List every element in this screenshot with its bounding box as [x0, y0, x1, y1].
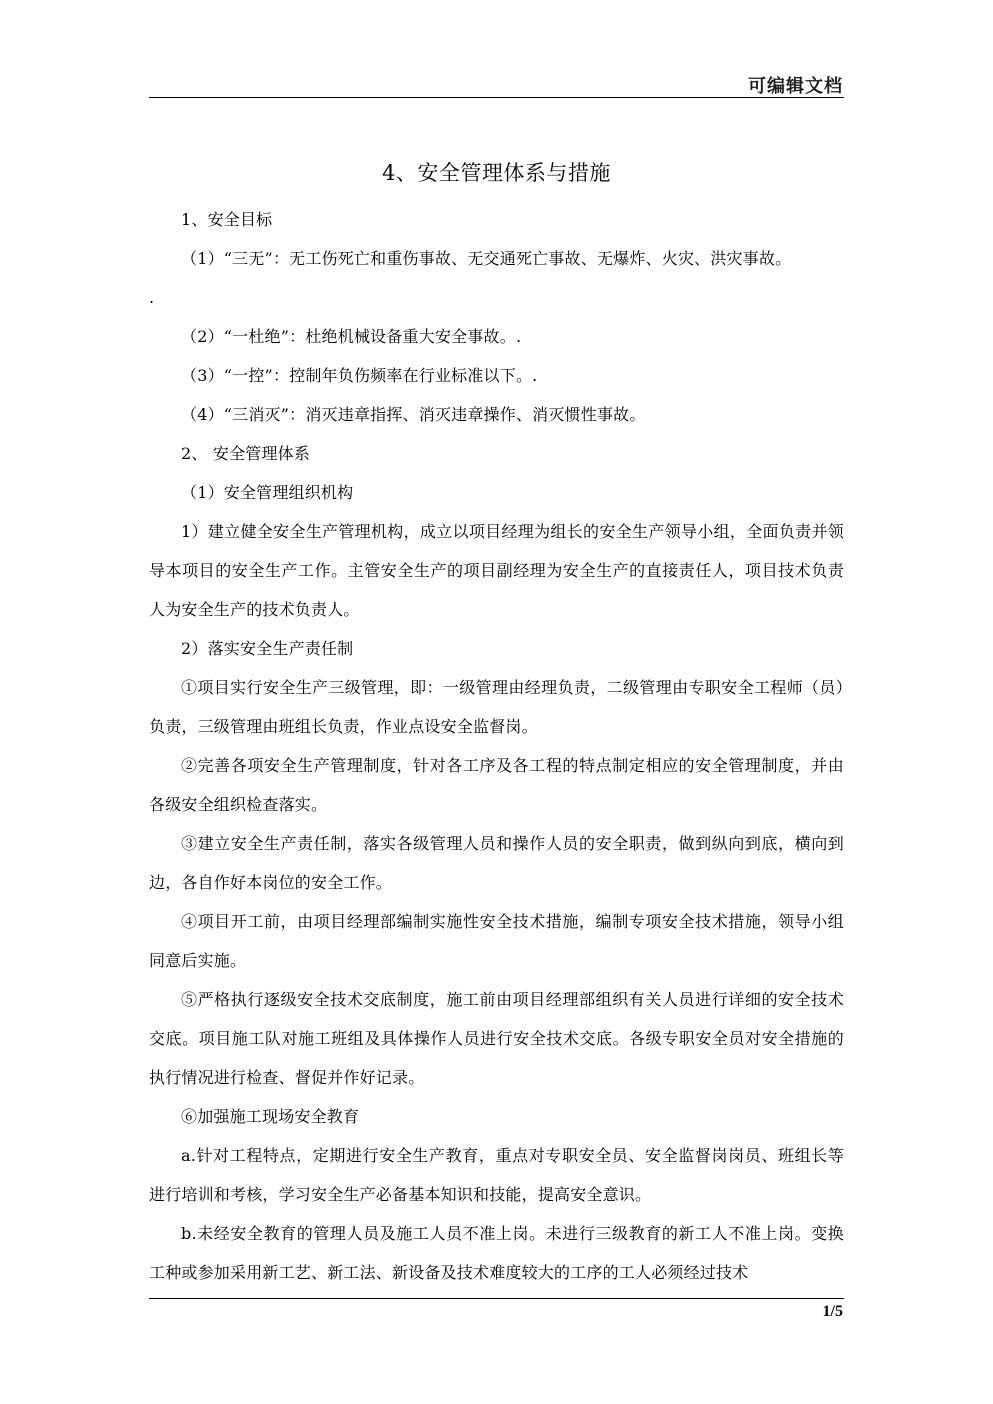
- list-item-5: ⑤严格执行逐级安全技术交底制度，施工前由项目经理部组织有关人员进行详细的安全技术交底。项目施工队对施工班组及具体操作人员进行安全技术交底。各级专职安全员对安全措施的执行情况进行检查、督促并作好记录。: [149, 990, 844, 1087]
- goal-one-control: （3）“一控”：控制年负伤频率在行业标准以下。.: [181, 366, 538, 385]
- list-item-6: ⑥加强施工现场安全教育: [181, 1107, 360, 1126]
- page-title: 4、安全管理体系与措施: [382, 161, 611, 185]
- list-item-1: ①项目实行安全生产三级管理，即：一级管理由经理负责，二级管理由专职安全工程师（员）负责，三级管理由班组长负责，作业点设安全监督岗。: [149, 678, 844, 736]
- goal-three-nones: （1）“三无”：无工伤死亡和重伤事故、无交通死亡事故、无爆炸、火灾、洪灾事故。: [181, 249, 792, 268]
- stray-period: .: [149, 288, 155, 307]
- document-body: [149, 200, 844, 1292]
- header-divider: [149, 97, 844, 98]
- section-heading-safety-system: 2、 安全管理体系: [181, 444, 311, 463]
- document-header-label: 可编辑文档: [748, 76, 843, 97]
- footer-divider: [149, 1298, 844, 1299]
- sub-item-a: a.针对工程特点，定期进行安全生产教育，重点对专职安全员、安全监督岗岗员、班组长等进行培训和考核，学习安全生产必备基本知识和技能，提高安全意识。: [149, 1146, 844, 1204]
- goal-one-eliminate: （2）“一杜绝”：杜绝机械设备重大安全事故。.: [181, 327, 522, 346]
- goal-three-eliminations: （4）“三消灭”：消灭违章指挥、消灭违章操作、消灭惯性事故。: [181, 405, 646, 424]
- list-item-3: ③建立安全生产责任制，落实各级管理人员和操作人员的安全职责，做到纵向到底，横向到边，各自作好本岗位的安全工作。: [149, 834, 844, 892]
- page-number: 1/5: [822, 1303, 843, 1320]
- section-heading-safety-goals: 1、安全目标: [181, 210, 273, 229]
- subheading-responsibility-system: 2）落实安全生产责任制: [181, 639, 354, 658]
- paragraph-management-body: 1）建立健全安全生产管理机构，成立以项目经理为组长的安全生产领导小组，全面负责并领导本项目的安全生产工作。主管安全生产的项目副经理为安全生产的直接责任人，项目技术负责人为安全生产的技术负责人。: [149, 522, 844, 619]
- subheading-organization: （1）安全管理组织机构: [181, 483, 354, 502]
- list-item-2: ②完善各项安全生产管理制度，针对各工序及各工程的特点制定相应的安全管理制度，并由各级安全组织检查落实。: [149, 756, 844, 814]
- sub-item-b: b.未经安全教育的管理人员及施工人员不准上岗。未进行三级教育的新工人不准上岗。变换工种或参加采用新工艺、新工法、新设备及技术难度较大的工序的工人必须经过技术: [149, 1224, 844, 1282]
- list-item-4: ④项目开工前，由项目经理部编制实施性安全技术措施，编制专项安全技术措施，领导小组同意后实施。: [149, 912, 844, 970]
